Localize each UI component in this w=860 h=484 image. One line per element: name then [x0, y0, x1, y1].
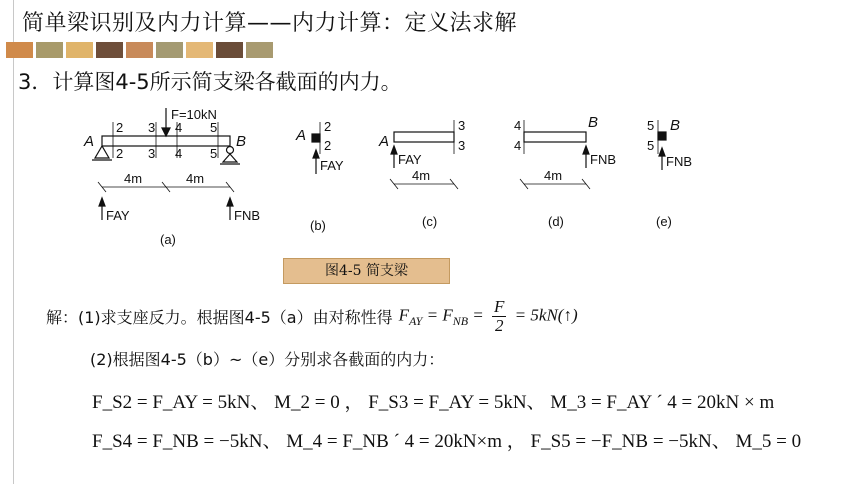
panel-e-FNB: FNB	[666, 154, 692, 169]
reaction-label-FNB: FNB	[234, 208, 260, 223]
color-swatch	[246, 42, 273, 58]
equation-line-1: F_S2 = F_AY = 5kN、 M_2 = 0 ， F_S3 = F_AY = 5kN、 M_3 = F_AY ´ 4 = 20kN × m	[92, 392, 775, 413]
panel-e-section-top: 5	[647, 118, 655, 133]
section-4-bottom: 4	[175, 146, 183, 161]
panel-label-b: (b)	[310, 218, 326, 233]
section-2-top: 2	[116, 120, 124, 135]
panel-c-FAY: FAY	[398, 152, 422, 167]
fraction: $\frac{F}{2}$	[494, 297, 505, 335]
panel-d-section-top: 4	[514, 118, 522, 133]
panel-e-label-B: B	[670, 117, 681, 134]
step1-text: 解：(1)求支座反力。根据图4-5（a）由对称性得	[46, 308, 393, 327]
label-A: A	[84, 133, 95, 150]
color-swatch	[186, 42, 213, 58]
panel-label-a: (a)	[160, 232, 176, 247]
panel-b-section-top: 2	[324, 119, 332, 134]
panel-d-span: 4m	[544, 168, 563, 183]
color-swatch	[156, 42, 183, 58]
problem-statement: 3．计算图4-5所示简支梁各截面的内力。	[18, 70, 402, 94]
force-arrow-head	[162, 128, 170, 136]
beam-figure	[80, 108, 720, 253]
color-swatch	[6, 42, 33, 58]
pin-support-A	[95, 146, 109, 158]
section-3-bottom: 3	[148, 146, 156, 161]
color-swatch	[36, 42, 63, 58]
roller-support-B	[223, 154, 237, 162]
figure-caption: 图4-5 简支梁	[283, 258, 450, 284]
panel-d-label-B: B	[588, 114, 599, 131]
section-2-bottom: 2	[116, 146, 124, 161]
panel-c-section-top: 3	[458, 118, 466, 133]
panel-b-section-bottom: 2	[324, 138, 332, 153]
color-swatch	[96, 42, 123, 58]
left-rule	[13, 0, 14, 484]
section-5-top: 5	[210, 120, 218, 135]
solution-step-1	[46, 298, 578, 335]
panel-c-section-bottom: 3	[458, 138, 466, 153]
span-right: 4m	[186, 171, 205, 186]
panel-c-label-A: A	[379, 133, 390, 150]
panel-a	[92, 108, 240, 220]
solution-step-2: (2)根据图4-5（b）~（e）分别求各截面的内力：	[90, 350, 445, 369]
equation-line-2: F_S4 = F_NB = −5kN、 M_4 = F_NB ´ 4 = 20kN×m ， F_S5 = −F_NB = −5kN、 M_5 = 0	[92, 431, 802, 452]
color-swatch	[126, 42, 153, 58]
panel-e	[658, 120, 666, 170]
section-4-top: 4	[175, 120, 183, 135]
color-swatch-strip	[6, 42, 273, 58]
label-B: B	[236, 133, 247, 150]
panel-b-label-A: A	[296, 127, 307, 144]
roller-B	[227, 147, 234, 154]
panel-e-section-bottom: 5	[647, 138, 655, 153]
page-title: 简单梁识别及内力计算——内力计算：定义法求解	[22, 11, 518, 36]
span-left: 4m	[124, 171, 143, 186]
force-label: F=10kN	[171, 108, 217, 122]
panel-label-d: (d)	[548, 214, 564, 229]
section-5-bottom: 5	[210, 146, 218, 161]
reaction-label-FAY: FAY	[106, 208, 130, 223]
color-swatch	[216, 42, 243, 58]
panel-d-FNB: FNB	[590, 152, 616, 167]
panel-label-c: (c)	[422, 214, 438, 229]
panel-b-FAY: FAY	[320, 158, 344, 173]
panel-c-span: 4m	[412, 168, 431, 183]
color-swatch	[66, 42, 93, 58]
section-3-top: 3	[148, 120, 156, 135]
step1-formula: $F_{AY} = F_{NB}$ = $\frac{F}{2}$ = 5kN(↑)	[398, 297, 578, 335]
beam-a	[102, 136, 230, 146]
panel-d-section-bottom: 4	[514, 138, 522, 153]
panel-b	[312, 122, 320, 174]
panel-label-e: (e)	[656, 214, 672, 229]
